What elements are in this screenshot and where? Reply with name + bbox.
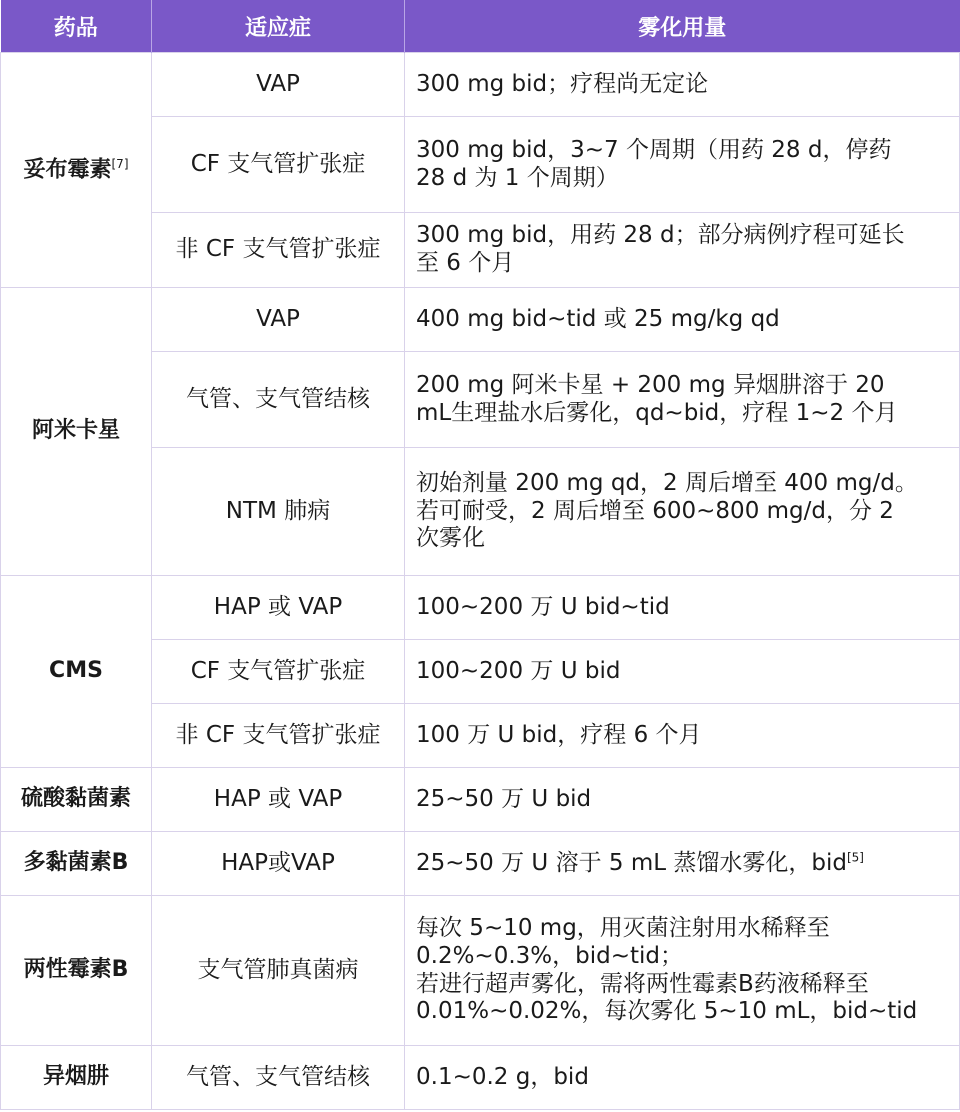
- indication-cell: VAP: [152, 53, 405, 117]
- dosage-line: 28 d 为 1 个周期）: [416, 164, 619, 191]
- table-row: [1, 53, 960, 117]
- header-dosage: 雾化用量: [405, 0, 960, 53]
- drug-reference: [7]: [111, 156, 129, 171]
- drug-name: CMS: [49, 658, 103, 684]
- dosage-cell: [405, 704, 960, 768]
- dosage-cell: [405, 448, 960, 576]
- dosage-line: 至 6 个月: [416, 250, 515, 276]
- dosage-cell: [405, 896, 960, 1046]
- indication-cell: HAP 或 VAP: [152, 768, 405, 832]
- dosage-line: 初始剂量 200 mg qd，2 周后增至 400 mg/d。: [416, 470, 918, 497]
- dosage-line: 每次 5~10 mg，用灭菌注射用水稀释至: [416, 915, 830, 942]
- indication-cell: 非 CF 支气管扩张症: [152, 704, 405, 768]
- dosage-cell: [405, 213, 960, 288]
- drug-name-cell: [1, 1046, 152, 1110]
- drug-name-cell: [1, 53, 152, 288]
- indication-cell: VAP: [152, 288, 405, 352]
- dosage-line: 300 mg bid；疗程尚无定论: [416, 70, 709, 97]
- dosage-line: 300 mg bid，3~7 个周期（用药 28 d，停药: [416, 136, 892, 163]
- dosage-line: 0.1~0.2 g，bid: [416, 1063, 589, 1090]
- header-drug: 药品: [1, 0, 152, 53]
- dosage-cell: [405, 640, 960, 704]
- drug-name: 硫酸黏菌素: [20, 786, 131, 812]
- dosage-line: 300 mg bid，用药 28 d；部分病例疗程可延长: [416, 222, 905, 249]
- indication-cell: 气管、支气管结核: [152, 1046, 405, 1110]
- dosage-cell: [405, 576, 960, 640]
- indication-cell: 气管、支气管结核: [152, 352, 405, 448]
- dosage-line: 0.01%~0.02%，每次雾化 5~10 mL，bid~tid: [416, 998, 918, 1025]
- table-row: [1, 768, 960, 832]
- drug-name-cell: [1, 896, 152, 1046]
- drug-name-cell: [1, 288, 152, 576]
- dosage-line: 0.2%~0.3%，bid~tid；: [416, 942, 684, 969]
- drug-name: 两性霉素B: [23, 957, 129, 983]
- dosage-line: mL生理盐水后雾化，qd~bid，疗程 1~2 个月: [416, 399, 898, 426]
- drug-name: 多黏菌素B: [23, 850, 129, 876]
- table-row: [1, 832, 960, 896]
- table-row: [1, 576, 960, 640]
- dosage-cell: [405, 53, 960, 117]
- indication-cell: NTM 肺病: [152, 448, 405, 576]
- drug-name: 妥布霉素: [23, 156, 112, 182]
- dosage-line: 100 万 U bid，疗程 6 个月: [416, 721, 702, 748]
- header-indication: 适应症: [152, 0, 405, 53]
- dosage-reference: [5]: [846, 850, 864, 865]
- table-row: [1, 1046, 960, 1110]
- indication-cell: CF 支气管扩张症: [152, 640, 405, 704]
- dosage-cell: [405, 117, 960, 213]
- dosage-line: 若进行超声雾化，需将两性霉素B药液稀释至: [416, 970, 869, 997]
- dosage-cell: [405, 1046, 960, 1110]
- indication-cell: HAP或VAP: [152, 832, 405, 896]
- dosage-line: 次雾化: [416, 525, 485, 552]
- dosage-line: 100~200 万 U bid: [416, 657, 621, 684]
- table-row: [1, 288, 960, 352]
- dosage-line: 100~200 万 U bid~tid: [416, 593, 670, 620]
- dosage-line: 400 mg bid~tid 或 25 mg/kg qd: [416, 305, 780, 332]
- dosage-cell: [405, 352, 960, 448]
- dosage-line: 200 mg 阿米卡星 + 200 mg 异烟肼溶于 20: [416, 371, 885, 398]
- dosage-cell: [405, 288, 960, 352]
- drug-name: 异烟肼: [42, 1064, 109, 1090]
- dosage-line: 若可耐受，2 周后增至 600~800 mg/d，分 2: [416, 497, 894, 524]
- dosage-line: 25~50 万 U bid: [416, 785, 592, 812]
- drug-name-cell: [1, 768, 152, 832]
- dosage-cell: [405, 832, 960, 896]
- drug-name-cell: [1, 832, 152, 896]
- drug-name: 阿米卡星: [31, 418, 120, 444]
- dosage-cell: [405, 768, 960, 832]
- dosage-line: 25~50 万 U 溶于 5 mL 蒸馏水雾化，bid: [416, 849, 847, 876]
- indication-cell: 非 CF 支气管扩张症: [152, 213, 405, 288]
- indication-cell: CF 支气管扩张症: [152, 117, 405, 213]
- table-row: [1, 896, 960, 1046]
- header-row: [1, 0, 960, 53]
- indication-cell: 支气管肺真菌病: [152, 896, 405, 1046]
- drug-name-cell: [1, 576, 152, 768]
- indication-cell: HAP 或 VAP: [152, 576, 405, 640]
